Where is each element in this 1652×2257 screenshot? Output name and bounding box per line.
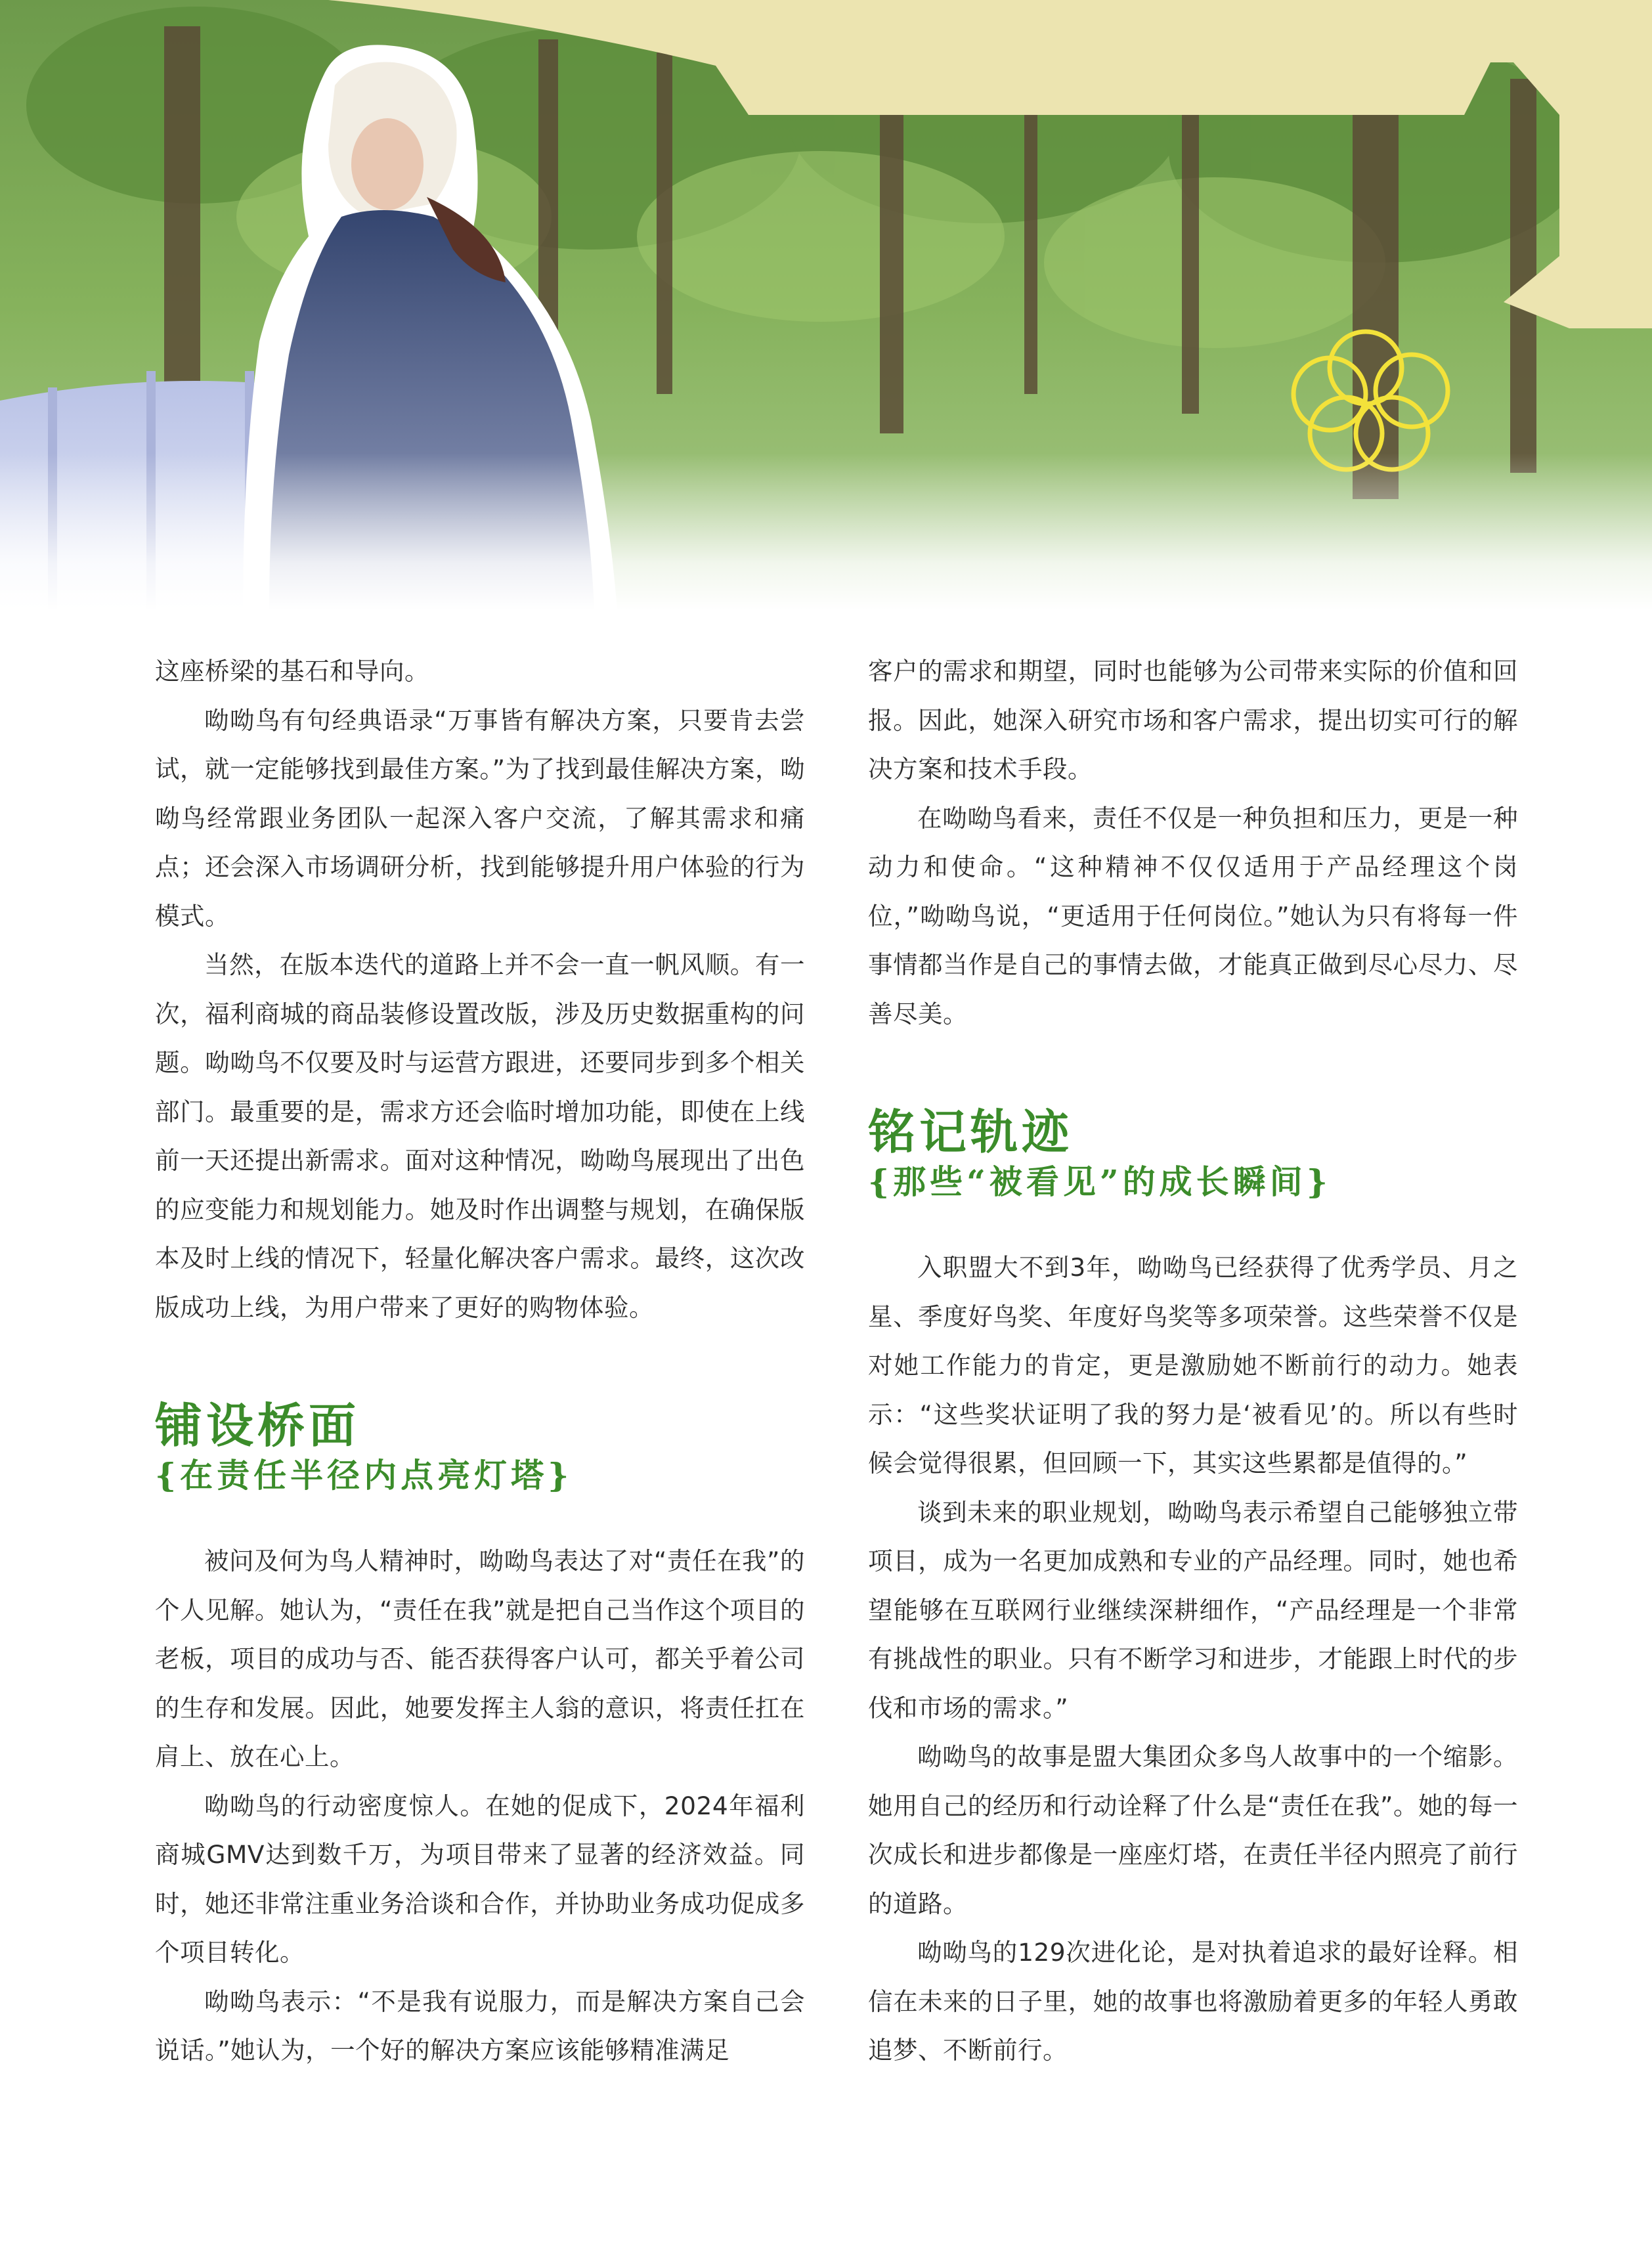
- paragraph: 这座桥梁的基石和导向。: [155, 657, 429, 686]
- paragraph: 呦呦鸟的行动密度惊人。在她的促成下，2024年福利商城GMV达到数千万，为项目带来了显著的经济效益。同时，她还非常注重业务洽谈和合作，并协助业务成功促成多个项目转化。: [155, 1791, 805, 1967]
- paragraph: 谈到未来的职业规划，呦呦鸟表示希望自己能够独立带项目，成为一名更加成熟和专业的产品经理。同时，她也希望能够在互联网行业继续深耕细作，“产品经理是一个非常有挑战性的职业。只有不断学习和进步，才能跟上时代的步伐和市场的需求。”: [868, 1497, 1518, 1722]
- paragraph: 呦呦鸟表示：“不是我有说服力，而是解决方案自己会说话。”她认为，一个好的解决方案应该能够精准满足: [155, 1986, 805, 2065]
- paragraph: 当然，在版本迭代的道路上并不会一直一帆风顺。有一次，福利商城的商品装修设置改版，涉及历史数据重构的问题。呦呦鸟不仅要及时与运营方跟进，还要同步到多个相关部门。最重要的是，需求方还会临时增加功能，即使在上线前一天还提出新需求。面对这种情况，呦呦鸟展现出了出色的应变能力和规划能力。她及时作出调整与规划，在确保版本及时上线的情况下，轻量化解决客户需求。最终，这次改版成功上线，为用户带来了更好的购物体验。: [155, 950, 805, 1322]
- paragraph: 客户的需求和期望，同时也能够为公司带来实际的价值和回报。因此，她深入研究市场和客户需求，提出切实可行的解决方案和技术手段。: [868, 657, 1518, 783]
- paragraph: 在呦呦鸟看来，责任不仅是一种负担和压力，更是一种动力和使命。“这种精神不仅仅适用于产品经理这个岗位，”呦呦鸟说，“更适用于任何岗位。”她认为只有将每一件事情都当作是自己的事情去做，才能真正做到尽心尽力、尽善尽美。: [868, 803, 1518, 1028]
- brace-open: {: [868, 1162, 894, 1201]
- section-title: 铺设桥面: [155, 1397, 360, 1453]
- paragraph: 被问及何为鸟人精神时，呦呦鸟表达了对“责任在我”的个人见解。她认为，“责任在我”就是把自己当作这个项目的老板，项目的成功与否、能否获得客户认可，都关乎着公司的生存和发展。因此，她要发挥主人翁的意识，将责任扛在肩上、放在心上。: [155, 1546, 805, 1771]
- paragraph: 入职盟大不到3年，呦呦鸟已经获得了优秀学员、月之星、季度好鸟奖、年度好鸟奖等多项荣誉。这些荣誉不仅是对她工作能力的肯定，更是激励她不断前行的动力。她表示：“这些奖状证明了我的努力是‘被看见’的。所以有些时候会觉得很累，但回顾一下，其实这些累都是值得的。”: [868, 1253, 1518, 1478]
- brace-open: {: [155, 1456, 181, 1495]
- hero-photo: [0, 0, 1652, 611]
- section-subtitle: [155, 1454, 805, 1497]
- paragraph: 呦呦鸟的故事是盟大集团众多鸟人故事中的一个缩影。她用自己的经历和行动诠释了什么是“责任在我”。她的每一次成长和进步都像是一座座灯塔，在责任半径内照亮了前行的道路。: [868, 1742, 1518, 1918]
- hero-fade: [0, 453, 1652, 611]
- paragraph: 呦呦鸟有句经典语录“万事皆有解决方案，只要肯去尝试，就一定能够找到最佳方案。”为了找到最佳解决方案，呦呦鸟经常跟业务团队一起深入客户交流，了解其需求和痛点；还会深入市场调研分析，找到能够提升用户体验的行为模式。: [155, 705, 805, 931]
- section-subtitle-text: 在责任半径内点亮灯塔: [180, 1456, 548, 1495]
- brace-close: }: [548, 1456, 573, 1495]
- section-subtitle: [868, 1160, 1518, 1204]
- section-title: 铭记轨迹: [868, 1104, 1074, 1160]
- section-subtitle-text: 那些“被看见”的成长瞬间: [893, 1162, 1307, 1201]
- section-heading: [155, 1397, 805, 1497]
- section-heading: [868, 1104, 1518, 1204]
- paragraph: 呦呦鸟的129次进化论，是对执着追求的最好诠释。相信在未来的日子里，她的故事也将激励着更多的年轻人勇敢追梦、不断前行。: [868, 1938, 1518, 2065]
- left-column: [155, 647, 805, 2075]
- right-column: [868, 647, 1518, 2075]
- brace-close: }: [1306, 1162, 1332, 1201]
